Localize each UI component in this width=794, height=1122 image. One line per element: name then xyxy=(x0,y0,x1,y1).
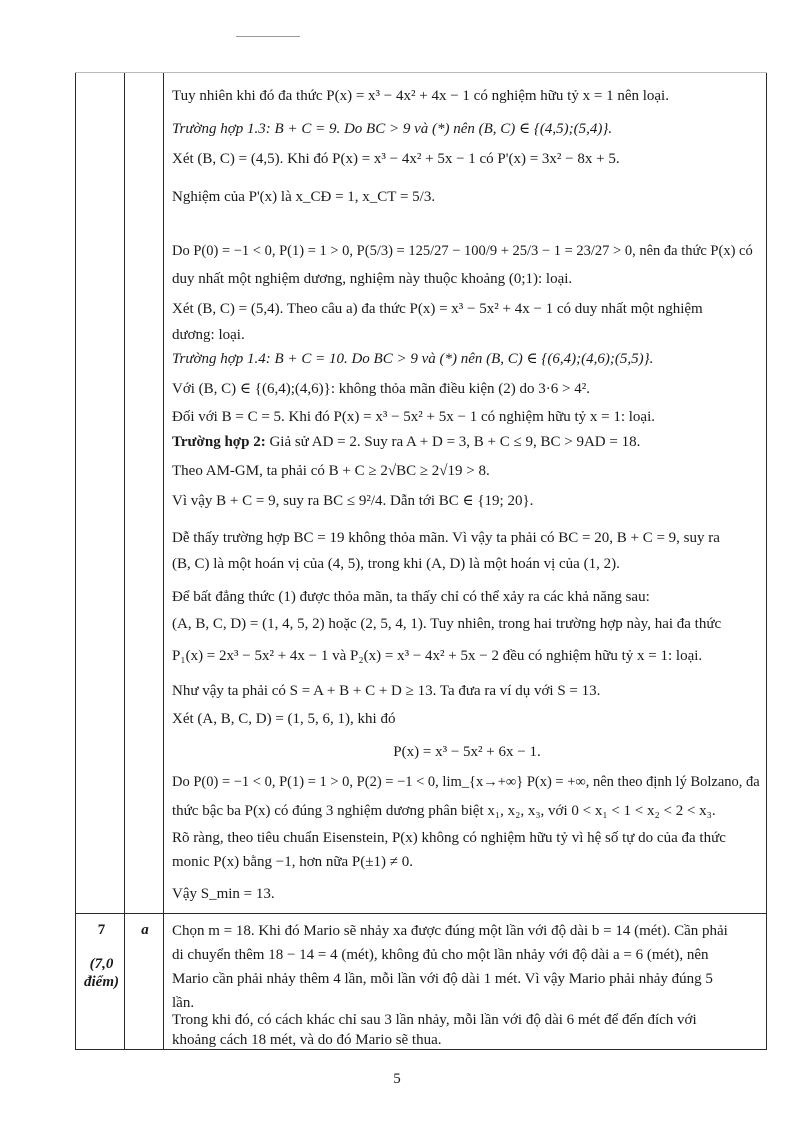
text-line: monic P(x) bằng −1, hơn nữa P(±1) ≠ 0. xyxy=(172,854,413,870)
text-line: Chọn m = 18. Khi đó Mario sẽ nhảy xa được đúng một lần với độ dài b = 14 (mét). Cần phải xyxy=(172,923,728,939)
text-line: Mario cần phải nhảy thêm 4 lần, mỗi lần với độ dài 1 mét. Vì vậy Mario phải nhảy đúng 5 xyxy=(172,971,713,987)
text-line: duy nhất một nghiệm dương, nghiệm này thuộc khoảng (0;1): loại. xyxy=(172,271,573,287)
text-line: Tuy nhiên khi đó đa thức P(x) = x³ − 4x² + 4x − 1 có nghiệm hữu tỷ x = 1 nên loại. xyxy=(172,88,669,104)
text-line: (A, B, C, D) = (1, 4, 5, 2) hoặc (2, 5, 4, 1). Tuy nhiên, trong hai trường hợp này, hai đa thức xyxy=(172,616,722,632)
table-left-border xyxy=(75,72,76,1050)
text-line: Theo AM-GM, ta phải có B + C ≥ 2√BC ≥ 2√19 > 8. xyxy=(172,463,490,479)
text-line: Trường hợp 1.3: B + C = 9. Do BC > 9 và (*) nên (B, C) ∈ {(4,5);(5,4)}. xyxy=(172,121,613,137)
text-line: Trường hợp 1.4: B + C = 10. Do BC > 9 và (*) nên (B, C) ∈ {(6,4);(4,6);(5,5)}. xyxy=(172,351,654,367)
table-top-border xyxy=(75,72,767,73)
text-line: Vì vậy B + C = 9, suy ra BC ≤ 9²/4. Dẫn tới BC ∈ {19; 20}. xyxy=(172,493,534,509)
formula-line: P(x) = x³ − 5x² + 6x − 1. xyxy=(393,744,541,760)
table-col-divider-1 xyxy=(124,72,125,1050)
text-line: dương: loại. xyxy=(172,327,245,343)
text-line: Xét (B, C) = (5,4). Theo câu a) đa thức P(x) = x³ − 5x² + 4x − 1 có duy nhất một nghiệm xyxy=(172,301,703,317)
text-line: Dễ thấy trường hợp BC = 19 không thỏa mãn. Vì vậy ta phải có BC = 20, B + C = 9, suy ra xyxy=(172,530,720,546)
text-line: Với (B, C) ∈ {(6,4);(4,6)}: không thỏa mãn điều kiện (2) do 3·6 > 4². xyxy=(172,381,590,397)
case-text: Giả sử AD = 2. Suy ra A + D = 3, B + C ≤ 9, BC > 9AD = 18. xyxy=(269,434,641,450)
text-line: Xét (A, B, C, D) = (1, 5, 6, 1), khi đó xyxy=(172,711,396,727)
page-number: 5 xyxy=(393,1071,401,1087)
text-line: Do P(0) = −1 < 0, P(1) = 1 > 0, P(5/3) = 125/27 − 100/9 + 25/3 − 1 = 23/27 > 0, nên đa thức P(x) có xyxy=(172,243,753,259)
table-col-divider-2 xyxy=(163,72,164,1050)
text-line: Nghiệm của P'(x) là x_CĐ = 1, x_CT = 5/3. xyxy=(172,189,436,205)
text-line: thức bậc ba P(x) có đúng 3 nghiệm dương phân biệt x₁, x₂, x₃, với 0 < x₁ < 1 < x₂ < 2 < x₃. xyxy=(172,803,716,819)
text-line: (B, C) là một hoán vị của (4, 5), trong khi (A, D) là một hoán vị của (1, 2). xyxy=(172,556,620,572)
text-line: lần. xyxy=(172,995,195,1011)
text-line: Xét (B, C) = (4,5). Khi đó P(x) = x³ − 4x² + 5x − 1 có P'(x) = 3x² − 8x + 5. xyxy=(172,151,620,167)
text-line xyxy=(172,433,762,452)
text-line: Do P(0) = −1 < 0, P(1) = 1 > 0, P(2) = −1 < 0, lim_{x→+∞} P(x) = +∞, nên theo định lý Bolzano, đa xyxy=(172,774,760,790)
table-row-separator xyxy=(75,913,767,914)
text-line: khoảng cách 18 mét, và do đó Mario sẽ thua. xyxy=(172,1032,442,1048)
text-line: P₁(x) = 2x³ − 5x² + 4x − 1 và P₂(x) = x³ − 4x² + 5x − 2 đều có nghiệm hữu tỷ x = 1: loại. xyxy=(172,648,703,664)
text-line: Để bất đẳng thức (1) được thỏa mãn, ta thấy chỉ có thể xảy ra các khả năng sau: xyxy=(172,589,650,605)
text-line: Như vậy ta phải có S = A + B + C + D ≥ 13. Ta đưa ra ví dụ với S = 13. xyxy=(172,683,601,699)
question-part: a xyxy=(141,922,149,938)
text-line: Vậy S_min = 13. xyxy=(172,886,275,902)
text-line: Rõ ràng, theo tiêu chuẩn Eisenstein, P(x) không có nghiệm hữu tỷ vì hệ số tự do của đa thức xyxy=(172,830,726,846)
text-line: Trong khi đó, có cách khác chỉ sau 3 lần nhảy, mỗi lần với độ dài 6 mét để đến đích với xyxy=(172,1012,697,1028)
scan-mark xyxy=(236,36,300,37)
case-heading: Trường hợp 2: xyxy=(172,434,266,450)
question-number: 7 xyxy=(97,922,106,938)
question-points: (7,0 điểm) xyxy=(84,956,119,990)
table-right-border xyxy=(766,72,767,1050)
text-line: Đối với B = C = 5. Khi đó P(x) = x³ − 5x² + 5x − 1 có nghiệm hữu tỷ x = 1: loại. xyxy=(172,409,656,425)
text-line: di chuyển thêm 18 − 14 = 4 (mét), không đủ cho một lần nhảy với độ dài a = 6 (mét), nên xyxy=(172,947,709,963)
